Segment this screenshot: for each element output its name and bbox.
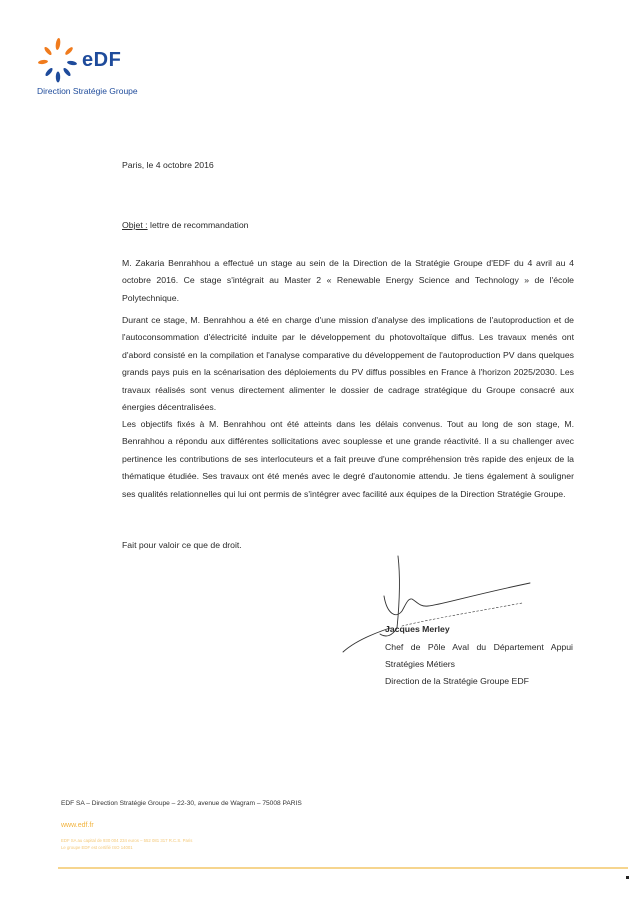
letter-subject — [122, 217, 249, 234]
edf-logo-icon — [36, 37, 80, 83]
paragraph-evaluation: Les objectifs fixés à M. Benrahhou ont été atteints dans les délais convenus. Tout au long de son stage, M. Benrahhou a répondu aux différentes sollicitations avec souplesse et une grande réactivité. Il a su challenger avec pertinence les contributions de ses interlocuteurs et a fait preuve d'une compréhension très rapide des enjeux de la thématique étudiée. Ses travaux ont été menés avec le degré d'autonomie attendu. Je tiens également à souligner ses qualités relationnelles qui lui ont permis de s'intégrer avec facilité aux équipes de la Direction Stratégie Groupe. — [122, 419, 574, 499]
signatory-direction: Direction de la Stratégie Groupe EDF — [385, 676, 529, 686]
footer-divider — [58, 867, 628, 869]
subject-text: lettre de recommandation — [147, 220, 249, 230]
footer-address: EDF SA – Direction Stratégie Groupe – 22-30, avenue de Wagram – 75008 PARIS — [61, 800, 302, 807]
letter-date: Paris, le 4 octobre 2016 — [122, 160, 214, 170]
logo-wordmark: eDF — [82, 49, 122, 71]
signatory-name: Jacques Merley — [385, 624, 450, 634]
paragraph-internship: M. Zakaria Benrahhou a effectué un stage au sein de la Direction de la Stratégie Groupe d'EDF du 4 avril au 4 octobre 2016. Ce stage s'intégrait au Master 2 « Renewable Energy Science and Technology » de l'école Polytechnique. — [122, 258, 574, 303]
footer-legal-text: EDF SA au capital de 930 004 234 euros – 552 081 317 R.C.S. Paris — [61, 838, 193, 843]
logo-subtitle: Direction Stratégie Groupe — [37, 86, 138, 96]
paragraph-mission: Durant ce stage, M. Benrahhou a été en charge d'une mission d'analyse des implications de l'autoproduction et de l'autoconsommation d'électricité induite par le développement du photovoltaïque diffus. Les travaux menés ont d'abord consisté en la compilation et l'analyse comparative du développement de l'autoproduction PV dans quelques grands pays puis en la scénarisation des déploiements du PV diffus possibles en France à l'horizon 2025/2030. Les travaux réalisés sont venus directement alimenter le dossier de cadrage stratégique du Groupe consacré aux énergies décentralisées. — [122, 315, 574, 413]
signatory-title: Chef de Pôle Aval du Département Appui — [385, 642, 573, 652]
signatory-department: Stratégies Métiers — [385, 659, 456, 669]
footer-website-link[interactable]: www.edf.fr — [61, 822, 94, 829]
letter-closing: Fait pour valoir ce que de droit. — [122, 540, 242, 550]
scan-artifact — [626, 876, 629, 879]
subject-label: Objet : — [122, 220, 148, 230]
footer-certification-text: Le groupe EDF est certifié ISO 14001 — [61, 845, 133, 850]
